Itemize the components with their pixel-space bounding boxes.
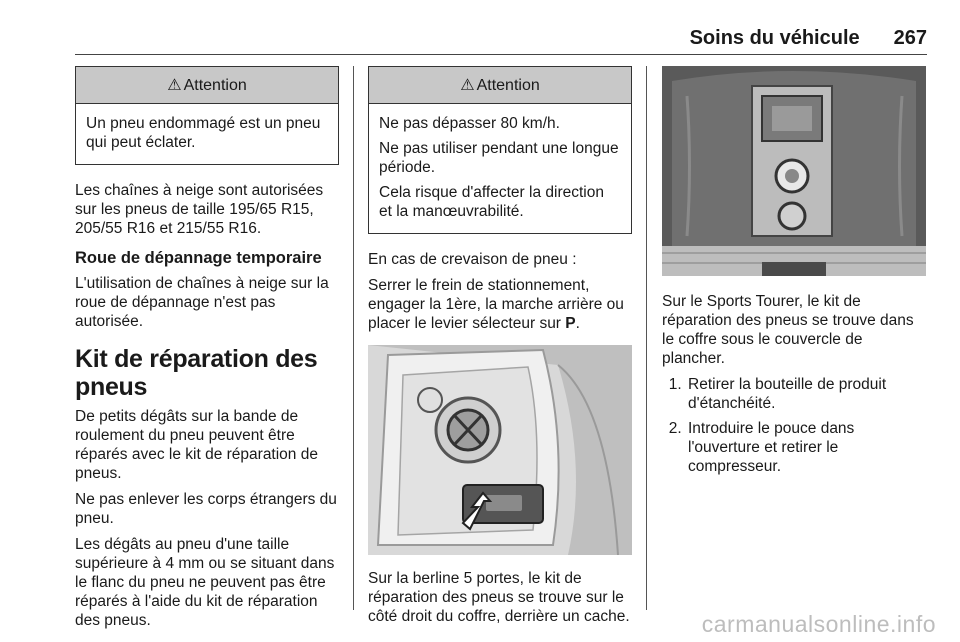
photo-illustration (662, 66, 926, 276)
paragraph: De petits dégâts sur la bande de roulement du pneu peuvent être réparés avec le kit de réparation de pneus. (75, 408, 318, 482)
attention-text: Ne pas utiliser pendant une longue période. (379, 140, 619, 176)
selector-position: P (565, 315, 576, 332)
warning-triangle-icon: ⚠ (167, 76, 182, 94)
paragraph: L'utilisation de chaînes à neige sur la roue de dépannage n'est pas autorisée. (75, 275, 329, 330)
site-watermark: carmanualsonline.info (701, 611, 936, 637)
subheading-spare-wheel: Roue de dépannage temporaire (75, 249, 322, 267)
attention-body (76, 104, 338, 164)
column-1 (75, 66, 339, 637)
list-item: 1. Retirer la bouteille de produit d'étanchéité. (686, 375, 926, 413)
photo-illustration (368, 345, 632, 555)
attention-header (76, 67, 338, 104)
attention-box (368, 66, 632, 234)
section-title: Soins du véhicule (689, 27, 860, 49)
column-divider-1 (353, 66, 354, 610)
paragraph: En cas de crevaison de pneu : (368, 251, 577, 268)
paragraph: Sur le Sports Tourer, le kit de réparation des pneus se trouve dans le coffre sous le couvercle de plancher. (662, 293, 914, 367)
page-number: 267 (893, 27, 927, 49)
paragraph: Ne pas enlever les corps étrangers du pneu. (75, 491, 337, 527)
attention-body (369, 104, 631, 233)
column-3 (662, 66, 926, 482)
paragraph: Les dégâts au pneu d'une taille supérieure à 4 mm ou se situant dans le flanc du pneu ne peuvent pas être réparés à l'aide du kit de réparation des pneus. (75, 536, 335, 629)
trunk-side-compartment-photo (368, 345, 632, 555)
step-list (662, 375, 926, 476)
page-header (75, 26, 927, 55)
attention-text: Un pneu endommagé est un pneu qui peut éclater. (86, 115, 321, 151)
attention-box (75, 66, 339, 165)
column-divider-2 (646, 66, 647, 610)
heading-repair-kit: Kit de réparation des pneus (75, 345, 318, 401)
photo-caption: Sur la berline 5 portes, le kit de réparation des pneus se trouve sur le côté droit du coffre, derrière un cache. (368, 570, 630, 625)
floor-compartment-photo (662, 66, 926, 276)
paragraph (368, 276, 632, 333)
attention-label: Attention (183, 76, 247, 94)
text-run: Serrer le frein de stationnement, engager la 1ère, la marche arrière ou placer le levier sélecteur sur (368, 277, 624, 332)
paragraph: Les chaînes à neige sont autorisées sur les pneus de taille 195/65 R15, 205/55 R16 et 215/55 R16. (75, 182, 324, 237)
list-item: 2. Introduire le pouce dans l'ouverture et retirer le compresseur. (686, 419, 926, 476)
attention-text: Cela risque d'affecter la direction et la manœuvrabilité. (379, 184, 604, 220)
column-2 (368, 66, 632, 633)
warning-triangle-icon: ⚠ (460, 76, 475, 94)
attention-label: Attention (476, 76, 540, 94)
text-run: . (575, 315, 580, 332)
attention-text: Ne pas dépasser 80 km/h. (379, 115, 560, 132)
attention-header (369, 67, 631, 104)
